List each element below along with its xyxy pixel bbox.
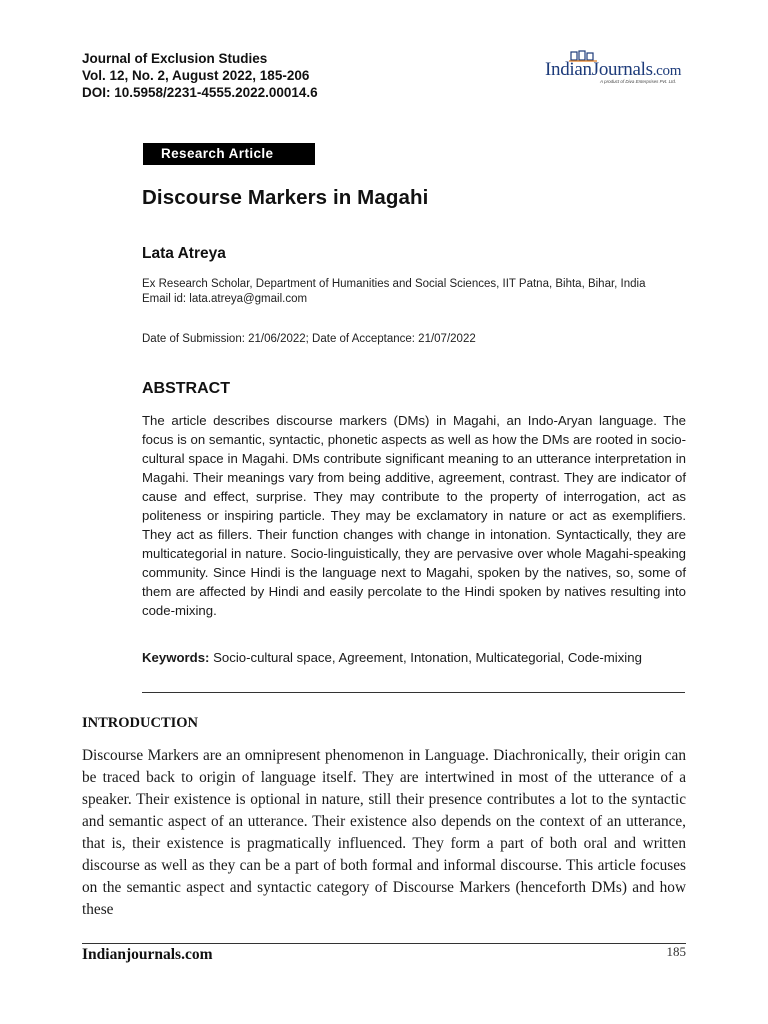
indianjournals-logo[interactable] (545, 50, 690, 90)
logo-tagline: A product of Diva Enterprises Pvt. Ltd. (600, 79, 677, 84)
article-type-badge: Research Article (143, 143, 315, 165)
abstract-heading: ABSTRACT (142, 380, 230, 397)
page-number: 185 (666, 944, 686, 959)
logo-text-journals: Journals (591, 59, 653, 80)
abstract-body: The article describes discourse markers (DMs) in Magahi, an Indo-Aryan language. The focus is on semantic, syntactic, phonetic aspects as well as how the DMs are rooted in socio-cultural space in Magahi. DMs contribute significant meaning to an utterance interpretation in Magahi. Their meanings vary from being additive, agreement, contrast. They are indicator of cause and effect, surprise. They may contribute to the property of interrogation, act as politeness or inspiring particle. They may be exclamatory in nature or act as exemplifiers. They act as fillers. Their function changes with change in intonation. Syntactically, they are multicategorial in nature. Socio-linguistically, they are pervasive over whole Magahi-speaking community. Since Hindi is the language next to Magahi, spoken by the natives, so, some of them are affected by Hindi and easily percolate to the Hindi spoken by natives resulting into code-mixing. (142, 413, 686, 618)
introduction-heading: INTRODUCTION (82, 715, 199, 731)
abstract-divider (142, 692, 685, 693)
author-affiliation-block (142, 277, 686, 307)
author-email[interactable]: Email id: lata.atreya@gmail.com (142, 293, 308, 305)
journal-name: Journal of Exclusion Studies (82, 51, 268, 66)
footer-site-name[interactable]: Indianjournals.com (82, 946, 213, 963)
logo-text-indian: Indian (545, 59, 592, 80)
introduction-body: Discourse Markers are an omnipresent phenomenon in Language. Diachronically, their origin can be traced back to origin of language itself. They are intertwined in most of the utterance of a speaker. Their existence is optional in nature, still their presence contributes a lot to the syntactic and semantic aspect of an utterance. Their existence also depends on the context of an utterance, that is, their existence is pragmatically influenced. They form a part of both oral and written discourse as well as they can be a part of both formal and informal discourse. This article focuses on the semantic aspect and syntactic category of Discourse Markers (henceforth DMs) and how these (82, 747, 686, 918)
footer-divider (82, 943, 686, 944)
journal-volume: Vol. 12, No. 2, August 2022, 185-206 (82, 68, 310, 83)
author-affiliation: Ex Research Scholar, Department of Humanities and Social Sciences, IIT Patna, Bihta, Bihar, India (142, 278, 646, 290)
logo-text-com: .com (652, 63, 682, 79)
journal-doi[interactable]: DOI: 10.5958/2231-4555.2022.00014.6 (82, 85, 318, 100)
author-name: Lata Atreya (142, 245, 226, 262)
submission-dates: Date of Submission: 21/06/2022; Date of Acceptance: 21/07/2022 (142, 333, 476, 345)
article-title: Discourse Markers in Magahi (142, 186, 429, 209)
keywords-list: Socio-cultural space, Agreement, Intonation, Multicategorial, Code-mixing (213, 650, 642, 665)
logo-wordmark (545, 59, 681, 81)
journal-citation-block (82, 50, 318, 101)
keywords-label: Keywords: (142, 650, 210, 665)
keywords-block (142, 648, 686, 668)
